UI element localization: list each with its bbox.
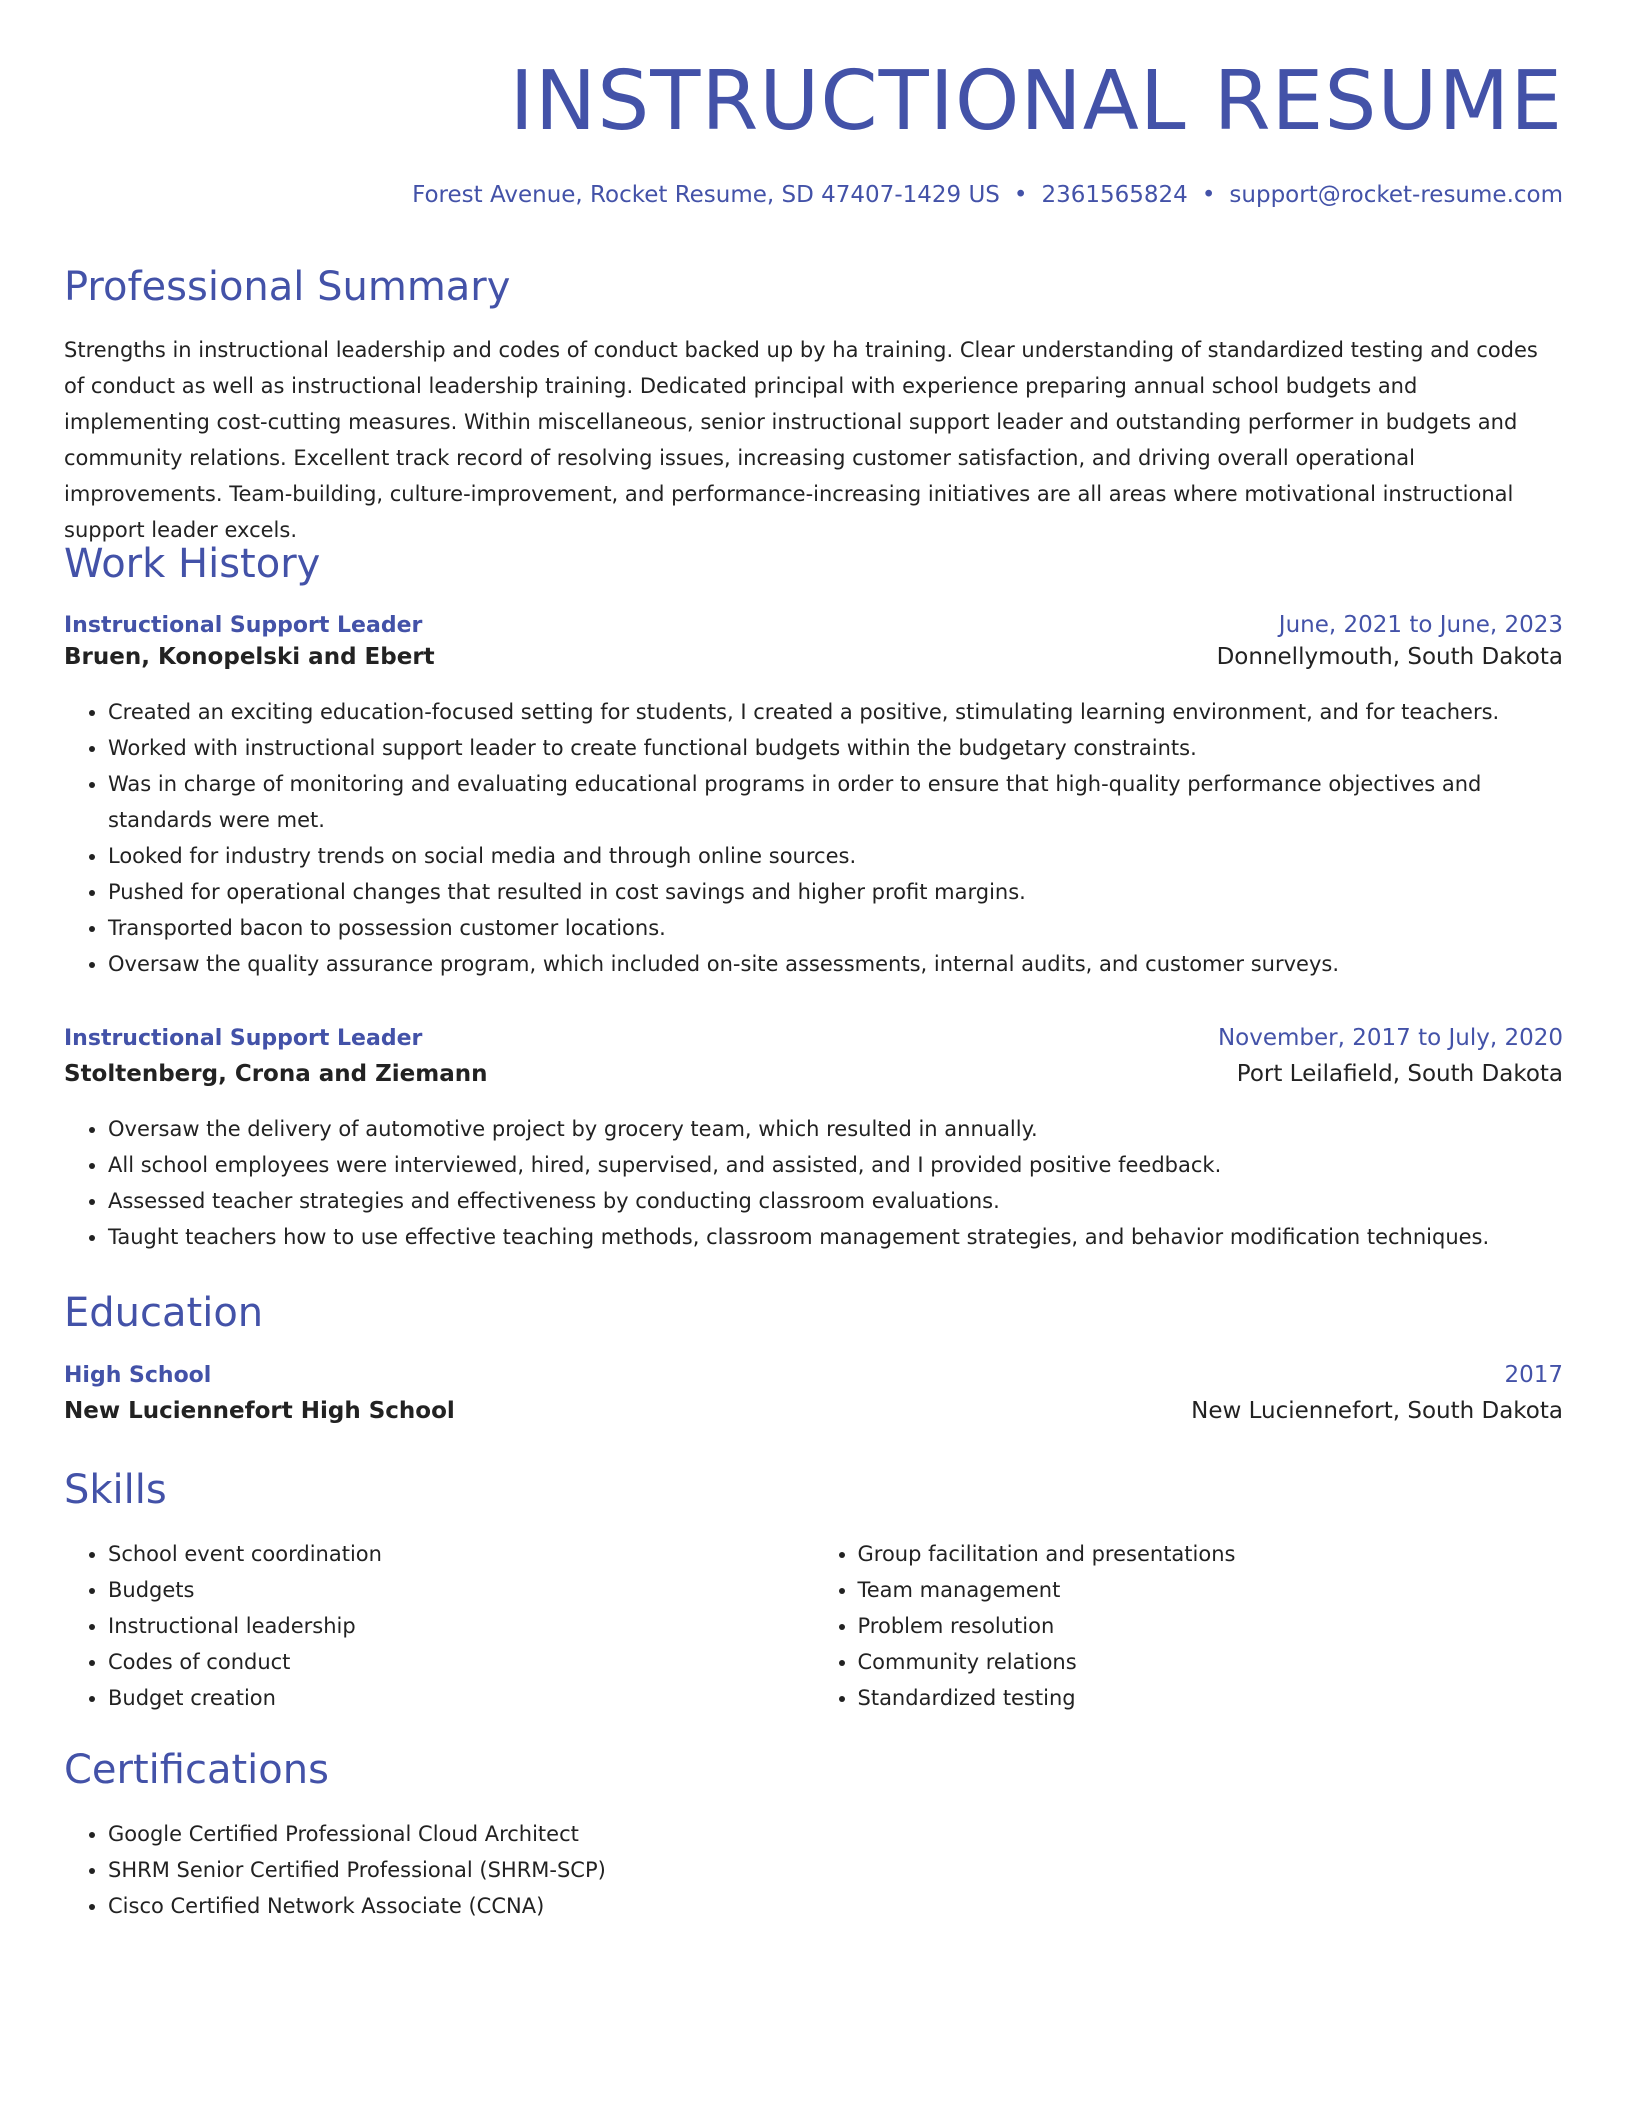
list-item: • Transported bacon to possession customer locations. bbox=[108, 910, 1563, 946]
contact-line bbox=[64, 180, 1563, 210]
job-location: Port Leilafield, South Dakota bbox=[1236, 1061, 1563, 1087]
school-location: New Luciennefort, South Dakota bbox=[1191, 1398, 1563, 1424]
list-item: • Created an exciting education-focused setting for students, I created a positive, stimulating learning environment, and for teachers. bbox=[108, 694, 1563, 730]
list-item: • Community relations bbox=[858, 1644, 1564, 1680]
list-item: • Cisco Certified Network Associate (CCNA) bbox=[108, 1888, 1563, 1924]
resume-title: INSTRUCTIONAL RESUME bbox=[509, 54, 1563, 149]
list-item: • Budget creation bbox=[108, 1680, 814, 1716]
contact-address: Forest Avenue, Rocket Resume, SD 47407-1429 US bbox=[412, 182, 1000, 208]
list-item: • Instructional leadership bbox=[108, 1608, 814, 1644]
list-item: • Budgets bbox=[108, 1572, 814, 1608]
skills-heading: Skills bbox=[64, 1467, 167, 1513]
school-name: New Luciennefort High School bbox=[64, 1398, 455, 1424]
list-item: • Group facilitation and presentations bbox=[858, 1536, 1564, 1572]
certifications-heading: Certifications bbox=[64, 1747, 329, 1793]
job-dates: June, 2021 to June, 2023 bbox=[1278, 612, 1563, 638]
list-item: • SHRM Senior Certified Professional (SHRM-SCP) bbox=[108, 1852, 1563, 1888]
list-item: • Assessed teacher strategies and effectiveness by conducting classroom evaluations. bbox=[108, 1183, 1563, 1219]
job-bullets bbox=[64, 1111, 1563, 1255]
work-history-heading: Work History bbox=[64, 541, 321, 587]
list-item: • Worked with instructional support leader to create functional budgets within the budgetary constraints. bbox=[108, 730, 1563, 766]
list-item: • Standardized testing bbox=[858, 1680, 1564, 1716]
list-item: • Google Certified Professional Cloud Architect bbox=[108, 1816, 1563, 1852]
job-entry bbox=[64, 612, 1563, 982]
list-item: • Oversaw the delivery of automotive project by grocery team, which resulted in annually. bbox=[108, 1111, 1563, 1147]
summary-heading: Professional Summary bbox=[64, 264, 511, 310]
list-item: • School event coordination bbox=[108, 1536, 814, 1572]
skills-column-left bbox=[64, 1536, 814, 1716]
company-name: Bruen, Konopelski and Ebert bbox=[64, 644, 435, 670]
contact-phone: 2361565824 bbox=[1041, 182, 1188, 208]
contact-separator: • bbox=[1013, 182, 1028, 208]
job-title: Instructional Support Leader bbox=[64, 1026, 423, 1051]
skills-column-right bbox=[814, 1536, 1564, 1716]
job-bullets bbox=[64, 694, 1563, 982]
job-location: Donnellymouth, South Dakota bbox=[1216, 644, 1563, 670]
list-item: • Was in charge of monitoring and evaluating educational programs in order to ensure that high-quality performance objectives and standards were met. bbox=[108, 766, 1563, 838]
job-entry bbox=[64, 1025, 1563, 1255]
education-entry bbox=[64, 1362, 1563, 1438]
list-item: • Pushed for operational changes that resulted in cost savings and higher profit margins. bbox=[108, 874, 1563, 910]
list-item: • Looked for industry trends on social media and through online sources. bbox=[108, 838, 1563, 874]
education-heading: Education bbox=[64, 1290, 264, 1336]
skills-list bbox=[64, 1536, 1563, 1716]
job-dates: November, 2017 to July, 2020 bbox=[1217, 1025, 1563, 1051]
list-item: • Team management bbox=[858, 1572, 1564, 1608]
company-name: Stoltenberg, Crona and Ziemann bbox=[64, 1061, 488, 1087]
list-item: • Problem resolution bbox=[858, 1608, 1564, 1644]
list-item: • Codes of conduct bbox=[108, 1644, 814, 1680]
list-item: • Taught teachers how to use effective teaching methods, classroom management strategies, and behavior modification techniques. bbox=[108, 1219, 1563, 1255]
job-title: Instructional Support Leader bbox=[64, 613, 423, 638]
summary-text: Strengths in instructional leadership and codes of conduct backed up by ha training. Clear understanding of standardized testing and codes of conduct as well as instructional leadership training. Dedicated principal with experience preparing annual school budgets and implementing cost-cutting measures. Within miscellaneous, senior instructional support leader and outstanding performer in budgets and community relations. Excellent track record of resolving issues, increasing customer satisfaction, and driving overall operational improvements. Team-building, culture-improvement, and performance-increasing initiatives are all areas where motivational instructional support leader excels. bbox=[64, 338, 1538, 542]
degree: High School bbox=[64, 1363, 212, 1388]
certifications-list bbox=[64, 1816, 1563, 1924]
contact-separator: • bbox=[1201, 182, 1216, 208]
list-item: • Oversaw the quality assurance program, which included on-site assessments, internal audits, and customer surveys. bbox=[108, 946, 1563, 982]
contact-email[interactable]: support@rocket-resume.com bbox=[1229, 182, 1563, 208]
graduation-year: 2017 bbox=[1504, 1362, 1563, 1388]
list-item: • All school employees were interviewed, hired, supervised, and assisted, and I provided positive feedback. bbox=[108, 1147, 1563, 1183]
